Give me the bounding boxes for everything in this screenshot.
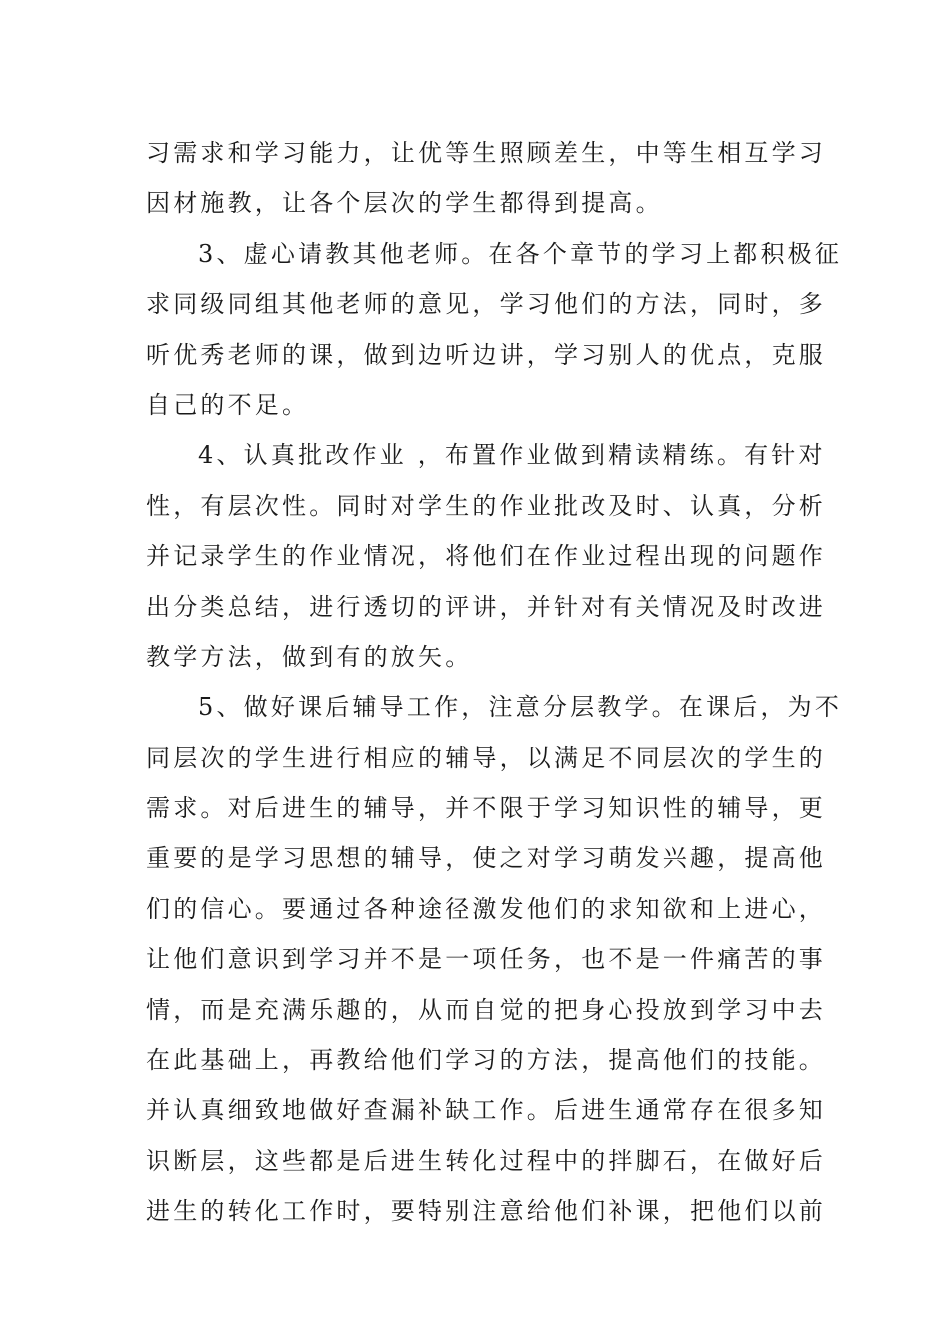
text-line-8: 性，有层次性。同时对学生的作业批改及时、认真，分析 (146, 491, 826, 520)
text-line-20: 并认真细致地做好查漏补缺工作。后进生通常存在很多知 (146, 1096, 826, 1125)
text-line-4: 求同级同组其他老师的意见，学习他们的方法，同时，多 (146, 290, 826, 319)
text-line-10: 出分类总结，进行透切的评讲，并针对有关情况及时改进 (146, 592, 826, 621)
text-line-13: 同层次的学生进行相应的辅导，以满足不同层次的学生的 (146, 743, 826, 772)
text-line-18: 情，而是充满乐趣的，从而自觉的把身心投放到学习中去 (146, 995, 826, 1024)
text-line-9: 并记录学生的作业情况，将他们在作业过程出现的问题作 (146, 542, 826, 571)
text-line-5: 听优秀老师的课，做到边听边讲，学习别人的优点，克服 (146, 340, 826, 369)
text-line-17: 让他们意识到学习并不是一项任务，也不是一件痛苦的事 (146, 945, 826, 974)
text-line-16: 们的信心。要通过各种途径激发他们的求知欲和上进心， (146, 894, 826, 923)
text-line-7: 4、认真批改作业 ，布置作业做到精读精练。有针对 (198, 441, 826, 470)
text-line-3: 3、虚心请教其他老师。在各个章节的学习上都积极征 (198, 239, 843, 268)
text-line-21: 识断层，这些都是后进生转化过程中的拌脚石，在做好后 (146, 1146, 826, 1175)
text-line-22: 进生的转化工作时，要特别注意给他们补课，把他们以前 (146, 1197, 826, 1226)
text-line-1: 习需求和学习能力，让优等生照顾差生，中等生相互学习 (146, 139, 826, 167)
text-line-2: 因材施教，让各个层次的学生都得到提高。 (146, 189, 663, 218)
text-line-6: 自己的不足。 (146, 390, 310, 419)
text-line-11: 教学方法，做到有的放矢。 (146, 642, 473, 671)
text-line-14: 需求。对后进生的辅导，并不限于学习知识性的辅导，更 (146, 794, 826, 823)
text-line-19: 在此基础上，再教给他们学习的方法，提高他们的技能。 (146, 1046, 826, 1075)
text-line-12: 5、做好课后辅导工作，注意分层教学。在课后，为不 (198, 693, 843, 722)
text-line-15: 重要的是学习思想的辅导，使之对学习萌发兴趣，提高他 (146, 844, 826, 873)
document-body (146, 128, 843, 1237)
